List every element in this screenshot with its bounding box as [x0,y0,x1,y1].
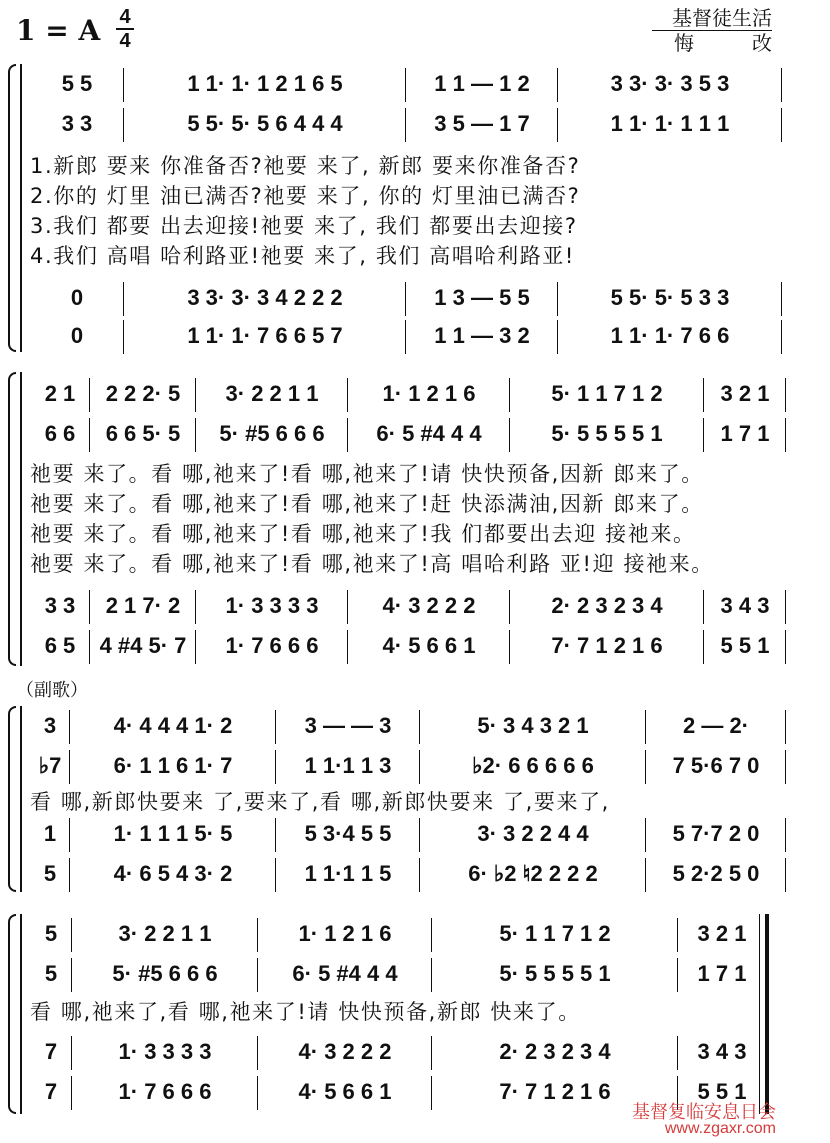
barline [89,418,90,452]
barline [703,378,704,412]
measure-notes: 4· 3 2 2 2 [382,593,476,618]
measure-notes: 1 [43,821,57,846]
barline [347,630,348,664]
barline [677,958,678,992]
barline [781,320,782,354]
barline [557,282,558,316]
measure-notes: 2· 2 3 2 3 4 [551,593,663,618]
measure-notes: 3 — — 3 [304,713,392,738]
measure-notes: 3· 2 2 1 1 [118,921,212,946]
measure-notes: 3 2 1 [720,381,770,406]
barline [419,858,420,892]
barline [71,1036,72,1070]
measure-notes: 5 7·7 2 0 [672,821,760,846]
measure-notes: 5 5· 5· 5 3 3 [610,285,730,310]
measure-notes: 6· 5 #4 4 4 [376,421,482,446]
measure-notes: 6· ♭2 ♮2 2 2 2 [468,861,598,886]
measure-notes: 5· 3 4 3 2 1 [477,713,589,738]
lyric-line: 祂要 来了。看 哪,祂来了!看 哪,祂来了!赶 快添满油,因新 郎来了。 [30,492,704,516]
barline [677,918,678,952]
barline [781,108,782,142]
barline [257,1036,258,1070]
measure-notes: 5· #5 6 6 6 [112,961,218,986]
barline [785,630,786,664]
barline [419,818,420,852]
lyric-line: 祂要 来了。看 哪,祂来了!看 哪,祂来了!请 快快预备,因新 郎来了。 [30,462,704,486]
measure-notes: 1 1· 1· 1 1 1 [610,111,730,136]
measure-notes: 3 [43,713,57,738]
barline [509,418,510,452]
barline [405,68,406,102]
barline [405,320,406,354]
measure-notes: 3 4 3 [697,1039,747,1064]
measure-notes: 2 1 7· 2 [105,593,181,618]
measure-notes: 3 3 [61,111,93,136]
measure-notes: 1· 7 6 6 6 [118,1079,212,1104]
barline [275,710,276,744]
barline [123,282,124,316]
measure-notes: 1· 1 2 1 6 [382,381,476,406]
measure-notes: 7· 7 1 2 1 6 [551,633,663,658]
measure-notes: 1 1· 1· 7 6 6 5 7 [187,323,343,348]
measure-notes: 1 1 — 1 2 [434,71,530,96]
barline [257,1076,258,1110]
lyric-line: 4.我们 高唱 哈利路亚!祂要 来了, 我们 高唱哈利路亚! [30,244,575,268]
barline [785,710,786,744]
measure-notes: 4· 5 6 6 1 [298,1079,392,1104]
system-bracket [8,372,16,666]
measure-notes: 4· 3 2 2 2 [298,1039,392,1064]
barline [557,320,558,354]
measure-notes: 5 3·4 5 5 [304,821,392,846]
section-label-chorus: （副歌） [16,680,88,701]
barline [509,590,510,624]
measure-notes: 3· 3 2 2 4 4 [477,821,589,846]
measure-notes: ♭2· 6 6 6 6 6 [472,753,594,778]
barline [195,378,196,412]
time-signature [114,6,136,52]
measure-notes: ♭7 [38,753,62,778]
barline [89,378,90,412]
measure-notes: 5 5 1 [697,1079,747,1104]
score-system [0,64,800,352]
barline [89,590,90,624]
measure-notes: 1 1· 1· 7 6 6 [610,323,730,348]
barline [703,630,704,664]
barline [431,1036,432,1070]
lyric-line: 3.我们 都要 出去迎接!祂要 来了, 我们 都要出去迎接? [30,214,578,238]
measure-notes: 1· 3 3 3 3 [118,1039,212,1064]
barline [69,750,70,784]
barline [195,590,196,624]
barline [405,108,406,142]
lyric-line: 1.新郎 要来 你准备否?祂要 来了, 新郎 要来你准备否? [30,154,581,178]
barline [275,750,276,784]
time-signature-bottom: 4 [119,30,131,52]
barline [257,958,258,992]
barline [509,630,510,664]
measure-notes: 3 5 — 1 7 [434,111,530,136]
barline [781,68,782,102]
system-bracket [8,914,16,1114]
barline [275,818,276,852]
barline [703,590,704,624]
credit-arranger: 悔改 [674,31,830,55]
barline [645,818,646,852]
lyric-line: 祂要 来了。看 哪,祂来了!看 哪,祂来了!高 唱哈利路 亚!迎 接祂来。 [30,552,714,576]
barline [69,818,70,852]
measure-notes: 1· 7 6 6 6 [225,633,319,658]
barline [785,418,786,452]
measure-notes: 5· #5 6 6 6 [219,421,325,446]
barline [347,418,348,452]
measure-notes: 5 5· 5· 5 6 4 4 4 [187,111,343,136]
barline [677,1036,678,1070]
measure-notes: 2 1 [44,381,76,406]
barline [71,1076,72,1110]
barline [123,68,124,102]
barline [71,958,72,992]
measure-notes: 3 3· 3· 3 4 2 2 2 [187,285,343,310]
measure-notes: 5 5 [61,71,93,96]
watermark-text: 基督复临安息日会 [632,1102,776,1123]
credit-source: 基督徒生活 [672,6,772,30]
measure-notes: 1· 1 1 1 5· 5 [113,821,233,846]
measure-notes: 3 4 3 [720,593,770,618]
measure-notes: 5· 1 1 7 1 2 [499,921,611,946]
barline [71,918,72,952]
barline [785,858,786,892]
measure-notes: 4 #4 5· 7 [99,633,187,658]
measure-notes: 3 3 [44,593,76,618]
credit-block [652,6,830,55]
measure-notes: 6· 5 #4 4 4 [292,961,398,986]
measure-notes: 3 2 1 [697,921,747,946]
measure-notes: 6 5 [44,633,76,658]
measure-notes: 3 3· 3· 3 5 3 [610,71,730,96]
measure-notes: 7· 7 1 2 1 6 [499,1079,611,1104]
measure-notes: 5 5 1 [720,633,770,658]
measure-notes: 0 [70,285,84,310]
measure-notes: 1 7 1 [720,421,770,446]
measure-notes: 5 [43,861,57,886]
measure-notes: 1· 1 2 1 6 [298,921,392,946]
measure-notes: 5 [44,961,58,986]
lyric-line: 祂要 来了。看 哪,祂来了!看 哪,祂来了!我 们都要出去迎 接祂来。 [30,522,696,546]
measure-notes: 6 6 5· 5 [105,421,181,446]
measure-notes: 6· 1 1 6 1· 7 [113,753,233,778]
system-bracket [8,706,16,892]
measure-notes: 5· 5 5 5 5 1 [551,421,663,446]
barline [89,630,90,664]
barline [645,750,646,784]
measure-notes: 2 2 2· 5 [105,381,181,406]
score-system [0,914,800,1114]
barline [781,282,782,316]
measure-notes: 4· 5 6 6 1 [382,633,476,658]
measure-notes: 7 [44,1079,58,1104]
measure-notes: 4· 4 4 4 1· 2 [113,713,233,738]
watermark-url: www.zgaxr.com [664,1120,776,1137]
score-system [0,706,800,892]
barline [557,68,558,102]
barline [785,378,786,412]
barline [257,918,258,952]
barline [69,858,70,892]
barline [703,418,704,452]
barline [69,710,70,744]
measure-notes: 1 1 — 3 2 [434,323,530,348]
measure-notes: 0 [70,323,84,348]
barline [431,918,432,952]
measure-notes: 7 5·6 7 0 [672,753,760,778]
measure-notes: 7 [44,1039,58,1064]
lyric-line: 看 哪,新郎快要来 了,要来了,看 哪,新郎快要来 了,要来了, [30,790,610,814]
barline [123,108,124,142]
barline [195,418,196,452]
barline [275,858,276,892]
barline [431,1076,432,1110]
barline [431,958,432,992]
barline [195,630,196,664]
measure-notes: 1 3 — 5 5 [434,285,530,310]
barline [785,818,786,852]
barline [419,710,420,744]
lyric-line: 看 哪,祂来了,看 哪,祂来了!请 快快预备,新郎 快来了。 [30,1000,581,1024]
measure-notes: 3· 2 2 1 1 [225,381,319,406]
barline [405,282,406,316]
time-signature-top: 4 [119,6,131,28]
measure-notes: 1 1·1 1 5 [304,861,392,886]
barline [557,108,558,142]
barline [419,750,420,784]
barline [645,710,646,744]
barline [785,750,786,784]
measure-notes: 5 [44,921,58,946]
measure-notes: 1 1·1 1 3 [304,753,392,778]
barline [645,858,646,892]
score-system [0,372,800,666]
measure-notes: 1 1· 1· 1 2 1 6 5 [187,71,343,96]
measure-notes: 2· 2 3 2 3 4 [499,1039,611,1064]
measure-notes: 1 7 1 [697,961,747,986]
measure-notes: 5 2·2 5 0 [672,861,760,886]
system-bracket [8,64,16,352]
barline [123,320,124,354]
lyric-line: 2.你的 灯里 油已满否?祂要 来了, 你的 灯里油已满否? [30,184,581,208]
barline [347,590,348,624]
measure-notes: 4· 6 5 4 3· 2 [113,861,233,886]
measure-notes: 6 6 [44,421,76,446]
measure-notes: 5· 5 5 5 5 1 [499,961,611,986]
barline [785,590,786,624]
barline [347,378,348,412]
measure-notes: 5· 1 1 7 1 2 [551,381,663,406]
measure-notes: 2 — 2· [682,713,750,738]
measure-notes: 1· 3 3 3 3 [225,593,319,618]
key-signature: 1 = A [16,14,101,47]
barline [509,378,510,412]
